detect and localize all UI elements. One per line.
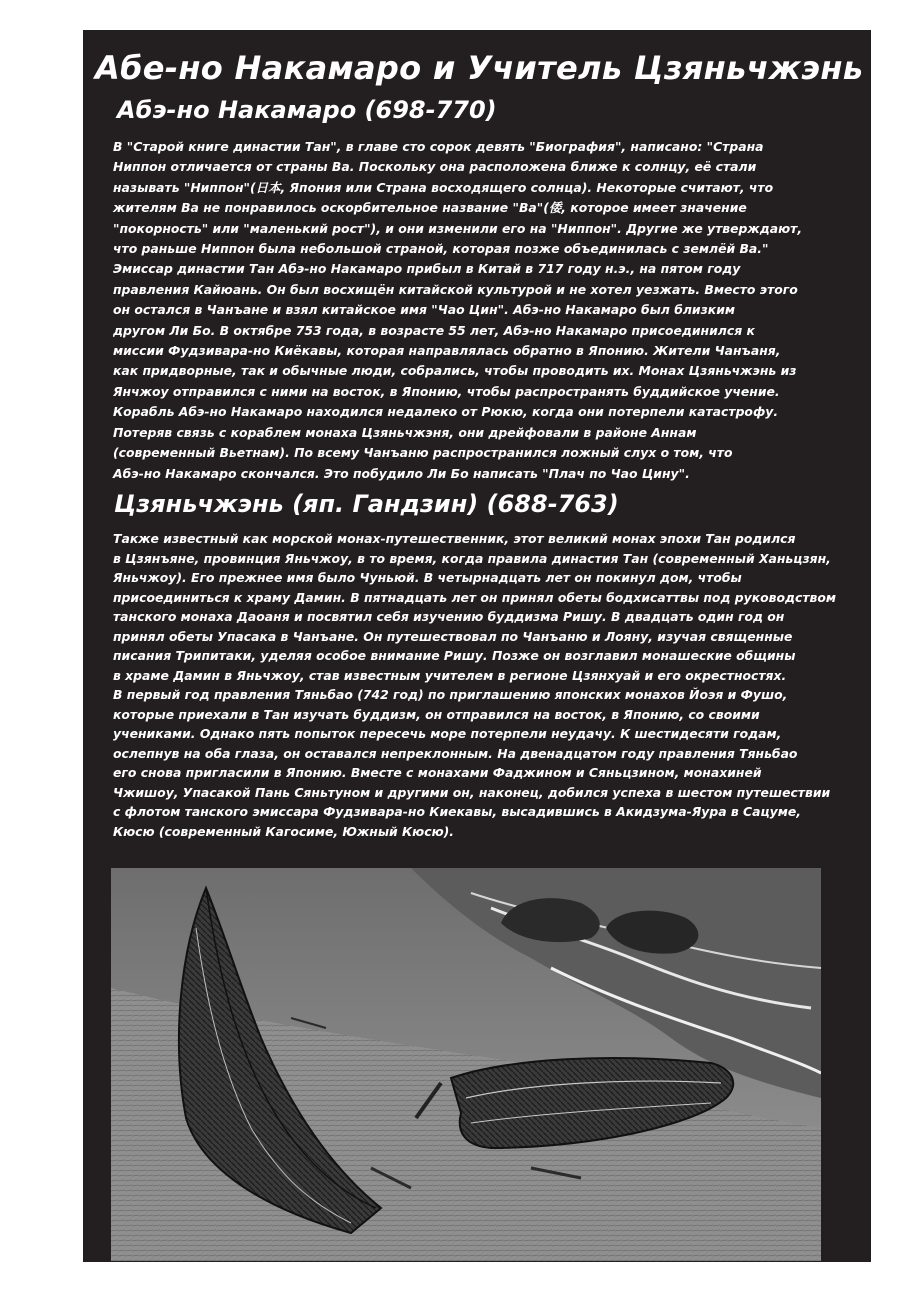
text-line: Также известный как морской монах-путешественник, этот великий монах эпохи Тан родился (113, 531, 796, 546)
shipwreck-illustration (111, 868, 821, 1261)
text-line: Абэ-но Накамаро скончался. Это побудило Ли Бо написать "Плач по Чао Цину". (113, 465, 690, 481)
text-line: Корабль Абэ-но Накамаро находился недалеко от Рюкю, когда они потерпели катастрофу. (113, 404, 779, 420)
text-line: "покорность" или "маленький рост"), и они изменили его на "Ниппон". Другие же утверждают, (113, 220, 803, 236)
text-line: в храме Дамин в Яньчжоу, став известным учителем в регионе Цзянхуай и его окрестностях. (113, 667, 787, 683)
text-line: Яньчжоу). Его прежнее имя было Чуньюй. В четырнадцать лет он покинул дом, чтобы (113, 570, 742, 585)
text-line: учениками. Однако пять попыток пересечь море потерпели неудачу. К шестидесяти годам, (113, 726, 782, 741)
text-line: В "Старой книге династии Тан", в главе сто сорок девять "Биография", написано: "Страна (113, 139, 764, 154)
text-line: принял обеты Упасака в Чанъане. Он путешествовал по Чанъаню и Лояну, изучая священные (113, 628, 793, 644)
text-line: с флотом танского эмиссара Фудзивара-но Киекавы, высадившись в Акидзума-Яура в Сацуме, (113, 804, 802, 819)
text-line: В первый год правления Тяньбао (742 год) по приглашению японских монахов Йоэя и Фушо, (113, 687, 788, 702)
text-line: что раньше Ниппон была небольшой страной, которая позже объединилась с землёй Ва." (113, 241, 769, 257)
text-line: правления Кайюань. Он был восхищён китайской культурой и не хотел уезжать. Вместо этого (113, 281, 798, 297)
text-line: ослепнув на оба глаза, он оставался непреклонным. На двенадцатом году правления Тяньбао (113, 745, 798, 761)
text-line: другом Ли Бо. В октябре 753 года, в возрасте 55 лет, Абэ-но Накамаро присоединился к (113, 322, 755, 338)
text-line: (современный Вьетнам). По всему Чанъаню распространился ложный слух о том, что (113, 445, 733, 461)
text-line: присоединиться к храму Дамин. В пятнадцать лет он принял обеты бодхисаттвы под руководством (113, 589, 837, 605)
paragraph-abe-no-nakamaro (113, 137, 802, 484)
text-line: Потеряв связь с кораблем монаха Цзяньчжэня, они дрейфовали в районе Аннам (113, 424, 697, 440)
text-line: Янчжоу отправился с ними на восток, в Японию, чтобы распространять буддийское учение. (113, 383, 780, 399)
paragraph-jianzhen (113, 529, 836, 841)
text-line: называть "Ниппон"(日本, Япония или Страна восходящего солнца). Некоторые считают, что (113, 179, 774, 195)
text-line: писания Трипитаки, уделяя особое внимание Ришу. Позже он возглавил монашеские общины (113, 648, 796, 663)
article-page (83, 30, 871, 1262)
text-line: в Цзянъяне, провинция Яньчжоу, в то время, когда правила династия Тан (современный Ханьцзян, (113, 550, 831, 566)
text-line: он остался в Чанъане и взял китайское имя "Чао Цин". Абэ-но Накамаро был близким (113, 302, 736, 318)
text-line: Эмиссар династии Тан Абэ-но Накамаро прибыл в Китай в 717 году н.э., на пятом году (113, 261, 741, 277)
section-heading-abe-no-nakamaro: Абэ-но Накамаро (698-770) (117, 96, 497, 124)
text-line: жителям Ва не понравилось оскорбительное название "Ва"(倭, которое имеет значение (113, 200, 747, 216)
text-line: как придворные, так и обычные люди, собрались, чтобы проводить их. Монах Цзяньчжэнь из (113, 363, 797, 379)
text-line: которые приехали в Тан изучать буддизм, он отправился на восток, в Японию, со своими (113, 706, 760, 722)
text-line: Ниппон отличается от страны Ва. Поскольку она расположена ближе к солнцу, её стали (113, 159, 757, 175)
text-line: Чжишоу, Упасакой Пань Сяньтуном и другими он, наконец, добился успеха в шестом путешествии (113, 784, 831, 800)
page-title: Абе-но Накамаро и Учитель Цзяньчжэнь (95, 49, 864, 87)
section-heading-jianzhen: Цзяньчжэнь (яп. Гандзин) (688-763) (114, 490, 619, 518)
text-line: миссии Фудзивара-но Киёкавы, которая направлялась обратно в Японию. Жители Чанъаня, (113, 343, 781, 359)
text-line: его снова пригласили в Японию. Вместе с монахами Фаджином и Сяньцзином, монахиней (113, 765, 762, 780)
text-line: танского монаха Даоаня и посвятил себя изучению буддизма Ришу. В двадцать один год он (113, 609, 785, 624)
text-line: Кюсю (современный Кагосиме, Южный Кюсю). (113, 823, 454, 839)
